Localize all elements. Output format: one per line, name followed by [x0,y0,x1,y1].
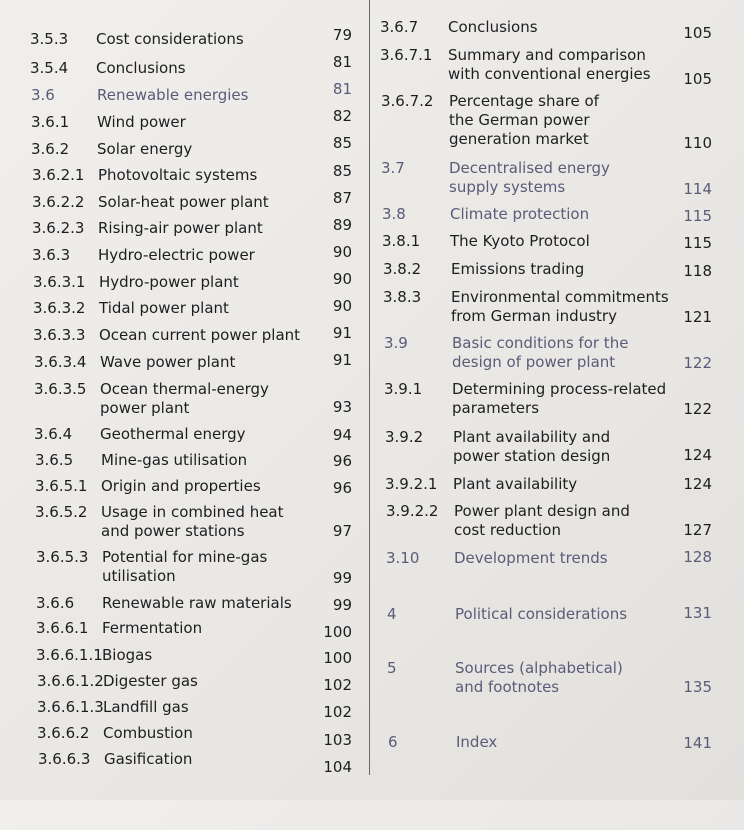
section-title [449,159,610,197]
section-number: 3.6.6.2 [37,724,90,742]
section-title-line: The Kyoto Protocol [450,232,590,250]
section-title [451,288,669,326]
section-title-line: Photovoltaic systems [98,166,258,184]
section-title-line: cost reduction [454,521,561,539]
section-number: 3.6.1 [31,113,70,131]
section-title [102,594,292,613]
section-title-line: Emissions trading [451,260,585,278]
section-title-line: Mine-gas utilisation [101,451,248,469]
section-number: 3.6.2.2 [32,193,85,211]
section-title [449,92,599,149]
section-title-line: Index [456,733,498,751]
section-title-line: Tidal power plant [99,299,229,317]
section-title-line: Combustion [103,724,193,742]
section-title [103,698,189,717]
section-title-line: Origin and properties [101,477,261,495]
section-number: 3.6.3.5 [34,380,87,398]
section-title [100,380,269,418]
section-title [452,380,666,418]
section-title [102,619,202,638]
section-title [104,750,192,769]
page-number: 99 [332,596,352,614]
section-number: 3.6.4 [34,425,73,443]
section-number: 3.10 [386,549,420,567]
section-title [98,166,257,185]
section-title-line: utilisation [102,567,176,585]
section-title [100,425,246,444]
page-number: 85 [332,134,352,152]
section-title [99,299,229,318]
section-number: 3.6.5.3 [36,548,89,566]
section-number: 3.6.6.1.3 [37,698,104,716]
section-title-line: Basic conditions for the [452,334,629,352]
section-title [456,733,497,752]
section-title-line: Wave power plant [100,353,236,371]
section-number: 3.8 [382,205,406,223]
section-title-line: power station design [453,447,611,465]
section-number: 6 [388,733,398,751]
section-number: 3.8.2 [383,260,422,278]
page-number: 94 [332,426,352,444]
section-title-line: Cost considerations [96,30,244,48]
page-number: 114 [683,180,712,198]
page-number: 121 [683,308,712,326]
section-title-line: Determining process-related [452,380,667,398]
section-title [450,232,590,251]
section-number: 3.6.5 [35,451,74,469]
page-number: 135 [683,678,712,696]
section-title-line: Environmental commitments [451,288,669,306]
section-title-line: Landfill gas [103,698,189,716]
section-title-line: Conclusions [96,59,186,77]
section-title [97,86,248,105]
page-number: 90 [332,270,352,288]
page-number: 99 [332,569,352,587]
section-number: 3.6.6.3 [38,750,91,768]
toc-entry [372,733,744,813]
page-number: 103 [323,731,352,749]
page-number: 127 [683,521,712,539]
section-number: 3.9.2.1 [385,475,438,493]
section-title-line: Hydro-electric power [98,246,255,264]
page-number: 96 [332,452,352,470]
page-number: 91 [332,351,352,369]
page-number: 141 [683,734,712,752]
section-number: 5 [387,659,397,677]
section-title-line: Gasification [104,750,193,768]
page-number: 105 [683,70,712,88]
section-title-line: Fermentation [102,619,203,637]
section-title [450,205,589,224]
section-number: 3.9.2 [385,428,424,446]
section-title-line: the German power [449,111,590,129]
section-title [448,18,538,37]
section-number: 4 [387,605,397,623]
section-number: 3.9.1 [384,380,423,398]
section-title [454,502,630,540]
section-title [102,646,152,665]
page-number: 93 [332,398,352,416]
page-number: 90 [332,243,352,261]
page-number: 115 [683,207,712,225]
section-title-line: Ocean current power plant [99,326,301,344]
section-number: 3.6.3 [32,246,71,264]
section-title [101,477,261,496]
section-title-line: Solar energy [97,140,193,158]
page-number: 81 [332,53,352,71]
page-number: 122 [683,400,712,418]
section-title [100,353,235,372]
section-title [99,273,239,292]
section-title-line: Power plant design and [454,502,630,520]
section-number: 3.7 [381,159,405,177]
page-number: 87 [332,189,352,207]
section-title-line: Biogas [102,646,153,664]
section-title [97,140,192,159]
section-title-line: Solar-heat power plant [98,193,269,211]
section-title-line: Development trends [454,549,608,567]
column-divider [369,0,370,775]
section-number: 3.8.1 [382,232,421,250]
section-title [454,549,608,568]
section-title-line: Digester gas [103,672,198,690]
section-title [97,113,186,132]
section-number: 3.6.2 [31,140,70,158]
section-title-line: Political considerations [455,605,628,623]
page-number: 90 [332,297,352,315]
section-number: 3.6.6.1.2 [37,672,104,690]
section-number: 3.6.2.1 [32,166,85,184]
section-title [96,30,244,49]
section-title [453,428,610,466]
page-number: 104 [323,758,352,776]
page-number: 96 [332,479,352,497]
section-title [102,548,267,586]
section-title-line: design of power plant [452,353,616,371]
section-title-line: Summary and comparison [448,46,646,64]
section-title [98,246,255,265]
section-title [101,503,284,541]
section-title [99,326,300,345]
page-number: 124 [683,475,712,493]
page-number: 118 [683,262,712,280]
section-title-line: and footnotes [455,678,560,696]
page-number: 102 [323,703,352,721]
section-title-line: supply systems [449,178,566,196]
section-title-line: Sources (alphabetical) [455,659,623,677]
page-number: 124 [683,446,712,464]
section-title [455,659,623,697]
page-number: 110 [683,134,712,152]
section-title [98,193,269,212]
section-title-line: Renewable energies [97,86,249,104]
page-number: 105 [683,24,712,42]
section-number: 3.5.4 [30,59,69,77]
page-number: 81 [332,80,352,98]
section-title-line: Decentralised energy [449,159,610,177]
section-title [103,724,193,743]
section-number: 3.6.2.3 [32,219,85,237]
section-title-line: Potential for mine-gas [102,548,268,566]
page-number: 89 [332,216,352,234]
section-title-line: Geothermal energy [100,425,246,443]
section-number: 3.6.7 [380,18,419,36]
section-title-line: from German industry [451,307,617,325]
section-title-line: Wind power [97,113,186,131]
section-title-line: generation market [449,130,589,148]
section-title-line: Plant availability [453,475,578,493]
section-number: 3.8.3 [383,288,422,306]
section-number: 3.6 [31,86,55,104]
section-title [455,605,627,624]
page-number: 122 [683,354,712,372]
page-number: 91 [332,324,352,342]
section-title [96,59,186,78]
section-title [453,475,577,494]
section-title-line: power plant [100,399,190,417]
section-title-line: with conventional energies [448,65,651,83]
page-number: 97 [332,522,352,540]
section-number: 3.6.6.1.1 [36,646,103,664]
section-title [103,672,198,691]
section-title-line: Hydro-power plant [99,273,239,291]
section-number: 3.6.6 [36,594,75,612]
section-number: 3.6.3.4 [34,353,87,371]
page-number: 82 [332,107,352,125]
section-title-line: Usage in combined heat [101,503,284,521]
section-number: 3.6.3.3 [33,326,86,344]
page-number: 100 [323,623,352,641]
section-title-line: Conclusions [448,18,538,36]
page-number: 115 [683,234,712,252]
section-title [98,219,263,238]
section-title-line: parameters [452,399,540,417]
section-number: 3.6.7.1 [380,46,433,64]
section-title-line: Climate protection [450,205,590,223]
section-title-line: Renewable raw materials [102,594,292,612]
section-title [448,46,651,84]
section-number: 3.6.5.1 [35,477,88,495]
section-title-line: Percentage share of [449,92,599,110]
toc-entry [0,750,368,830]
page-number: 128 [683,548,712,566]
section-number: 3.9 [384,334,408,352]
section-title-line: and power stations [101,522,245,540]
page-number: 102 [323,676,352,694]
section-number: 3.6.3.1 [33,273,86,291]
section-title [451,260,584,279]
page-number: 131 [683,604,712,622]
section-number: 3.6.5.2 [35,503,88,521]
section-number: 3.6.6.1 [36,619,89,637]
section-number: 3.5.3 [30,30,69,48]
section-title-line: Rising-air power plant [98,219,263,237]
section-number: 3.6.7.2 [381,92,434,110]
page-number: 100 [323,649,352,667]
toc-entry [372,659,744,739]
section-title-line: Ocean thermal-energy [100,380,269,398]
page-number: 79 [332,26,352,44]
section-number: 3.9.2.2 [386,502,439,520]
section-number: 3.6.3.2 [33,299,86,317]
section-title-line: Plant availability and [453,428,611,446]
page-number: 85 [332,162,352,180]
section-title [101,451,247,470]
section-title [452,334,628,372]
